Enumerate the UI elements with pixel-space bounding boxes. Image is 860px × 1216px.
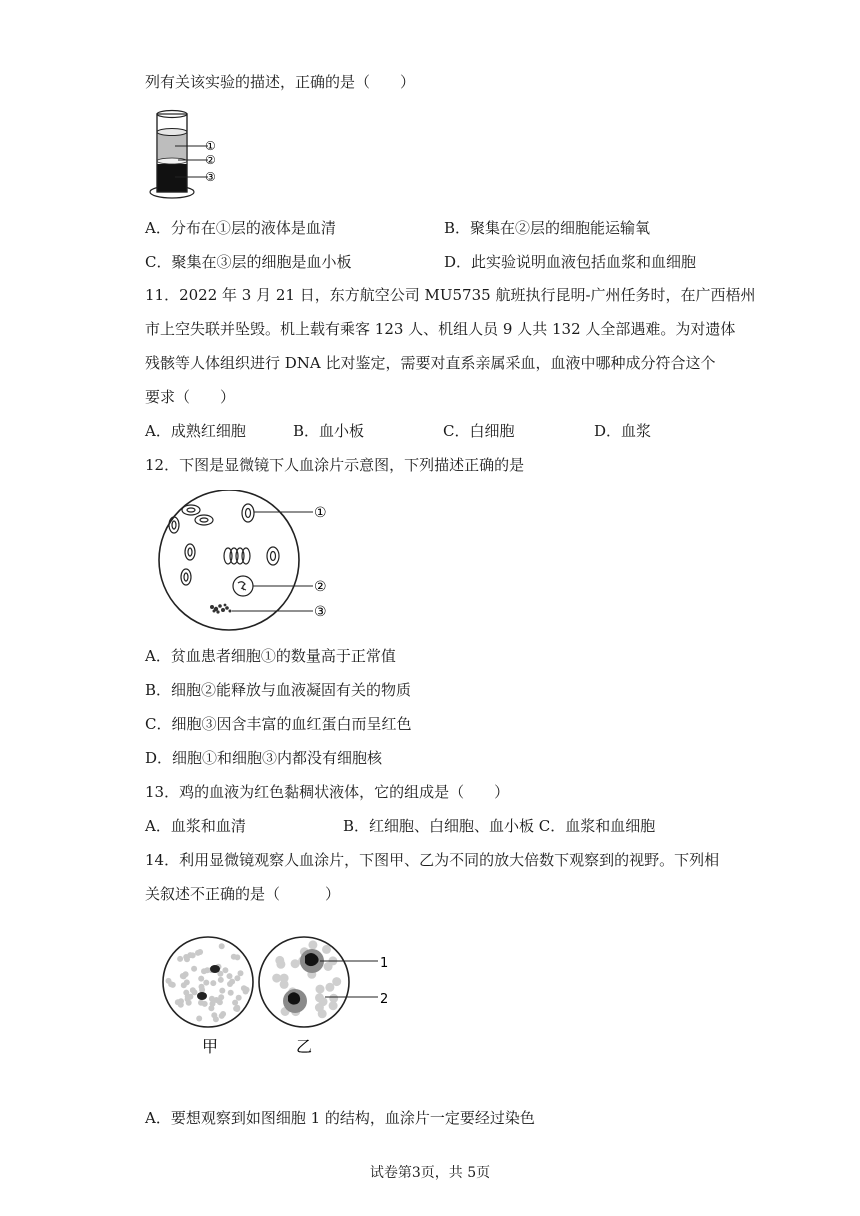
red-cell-dot	[319, 997, 328, 1006]
red-cell-dot	[181, 982, 187, 988]
smear-label-2: ②	[314, 579, 327, 595]
red-cell-dot	[280, 974, 289, 983]
red-cell-dot	[227, 973, 233, 979]
smear-label-3: ③	[314, 604, 327, 620]
q11-line-1: 11．2022 年 3 月 21 日，东方航空公司 MU5735 航班执行昆明-广州任务时，在广西梧州	[145, 286, 756, 304]
microscope-fields-diagram	[160, 934, 400, 1058]
q14-line-1: 14．利用显微镜观察人血涂片，下图甲、乙为不同的放大倍数下观察到的视野。下列相	[145, 851, 720, 869]
tube-label-3: ③	[205, 170, 216, 184]
red-cell-dot	[234, 1005, 240, 1011]
red-cell-dot	[234, 975, 240, 981]
red-cell-dot	[308, 940, 317, 949]
red-cell-dot	[177, 956, 183, 962]
red-cell-dot	[232, 1000, 238, 1006]
field-label-2: 2	[380, 992, 389, 1007]
red-cell-dot	[228, 990, 234, 996]
red-cell-dot	[210, 1001, 216, 1007]
red-cell-dot	[198, 976, 204, 982]
q12-option-d: D．细胞①和细胞③内都没有细胞核	[145, 749, 383, 767]
q13-option-b-c: B．红细胞、白细胞、血小板 C．血浆和血细胞	[343, 817, 656, 835]
red-cell-dot	[332, 977, 341, 986]
red-cell-dot	[190, 987, 196, 993]
red-cell-dot	[213, 1016, 219, 1022]
red-cell-dot	[222, 967, 228, 973]
q12-option-c: C．细胞③因含丰富的血红蛋白而呈红色	[145, 715, 412, 733]
red-cell-dot	[178, 998, 184, 1004]
red-cell-dot	[219, 988, 225, 994]
red-cell-dot	[187, 994, 193, 1000]
red-cell-dot	[329, 1001, 338, 1010]
q11-option-d: D．血浆	[594, 422, 652, 440]
q11-line-3: 残骸等人体组织进行 DNA 比对鉴定，需要对直系亲属采血，血液中哪种成分符合这个	[145, 354, 716, 372]
q11-option-a: A．成熟红细胞	[145, 422, 246, 440]
q10-option-d: D．此实验说明血液包括血浆和血细胞	[444, 253, 697, 271]
q12-stem: 12．下图是显微镜下人血涂片示意图，下列描述正确的是	[145, 456, 525, 474]
red-cell-dot	[190, 952, 196, 958]
smear-label-1: ①	[314, 505, 327, 521]
field-label-1: 1	[380, 956, 389, 971]
q10-stem-tail: 列有关该实验的描述，正确的是（ ）	[145, 73, 416, 91]
red-cell-dot	[220, 1011, 226, 1017]
q11-option-b: B．血小板	[293, 422, 365, 440]
red-cell-dot	[210, 980, 216, 986]
q11-line-4: 要求（ ）	[145, 388, 236, 406]
q10-option-c: C．聚集在③层的细胞是血小板	[145, 253, 352, 271]
red-cell-dot	[291, 959, 300, 968]
q12-option-b: B．细胞②能释放与血液凝固有关的物质	[145, 681, 412, 699]
q14-line-2: 关叙述不正确的是（ ）	[145, 885, 341, 903]
q13-option-a: A．血浆和血清	[145, 817, 246, 835]
q14-option-a: A．要想观察到如图细胞 1 的结构，血涂片一定要经过染色	[145, 1109, 535, 1127]
red-cell-dot	[195, 950, 201, 956]
red-cell-dot	[168, 981, 174, 987]
red-cell-dot	[204, 967, 210, 973]
q11-option-c: C．白细胞	[443, 422, 515, 440]
red-cell-dot	[202, 1001, 208, 1007]
red-cell-dot	[324, 962, 333, 971]
q12-option-a: A．贫血患者细胞①的数量高于正常值	[145, 647, 396, 665]
q11-line-2: 市上空失联并坠毁。机上载有乘客 123 人、机组人员 9 人共 132 人全部遇难。为对遗体	[145, 320, 736, 338]
red-cell-dot	[196, 1016, 202, 1022]
tube-label-1: ①	[205, 139, 216, 153]
red-cell-dot	[218, 994, 224, 1000]
q13-stem: 13．鸡的血液为红色黏稠状液体，它的组成是（ ）	[145, 783, 510, 801]
red-cell-dot	[322, 945, 331, 954]
blood-tube-diagram	[140, 108, 250, 202]
red-cell-dot	[203, 980, 209, 986]
field-label-jia: 甲	[202, 1037, 219, 1056]
red-cell-dot	[318, 1009, 327, 1018]
q10-option-a: A．分布在①层的液体是血清	[145, 219, 336, 237]
red-cell-dot	[231, 954, 237, 960]
blood-smear-diagram	[148, 490, 338, 634]
red-cell-dot	[227, 981, 233, 987]
red-cell-dot	[316, 985, 325, 994]
red-cell-dot	[236, 995, 242, 1001]
tube-label-2: ②	[205, 153, 216, 167]
page-footer: 试卷第3页，共 5页	[369, 1165, 491, 1181]
red-cell-dot	[199, 987, 205, 993]
red-cell-dot	[218, 977, 224, 983]
red-cell-dot	[276, 960, 285, 969]
red-cell-dot	[180, 973, 186, 979]
red-cell-dot	[219, 943, 225, 949]
field-label-yi: 乙	[296, 1037, 313, 1056]
red-cell-dot	[241, 985, 247, 991]
q10-option-b: B．聚集在②层的细胞能运输氧	[444, 219, 651, 237]
red-cell-dot	[191, 966, 197, 972]
